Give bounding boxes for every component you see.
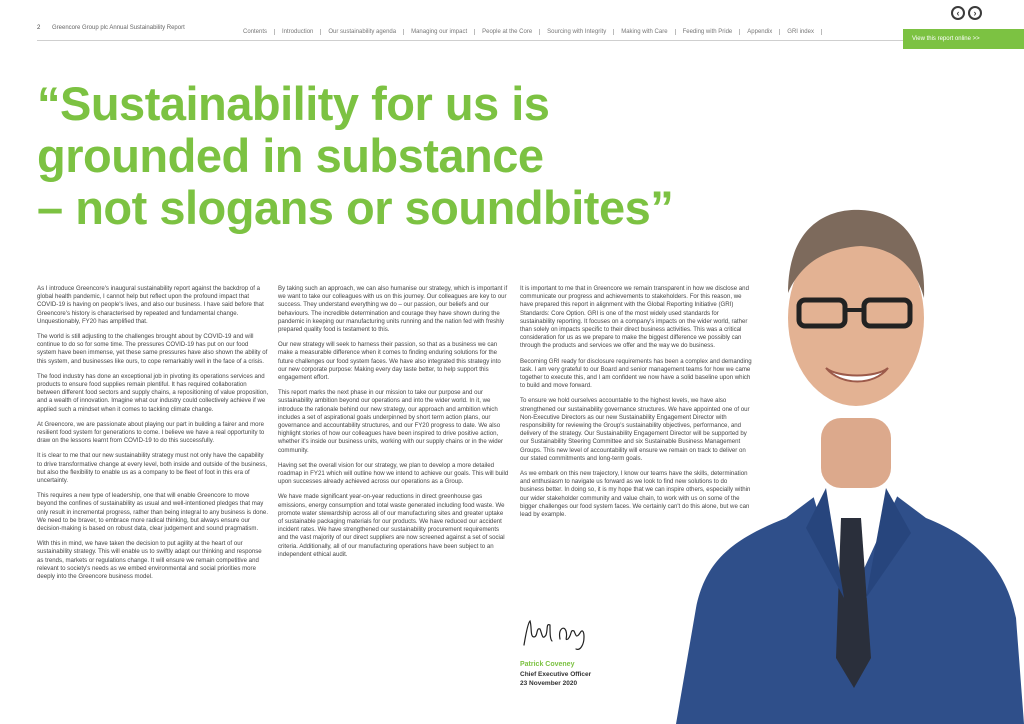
- paragraph: To ensure we hold ourselves accountable to the highest levels, we have also strengthened our sustainability governance structures. We have appointed one of our Non-Executive Directors as our new Sustainability Engagement Director with responsibility for reviewing the Group's sustainability objectives, performance, and delivery of the strategy. Our Sustainability Engagement Director will be supported by our Sustainability Steering Committee and six Sustainable Business Management Groups. This new level of accountability will ensure we remain on track to deliver on our stated commitments and long-term goals.: [520, 397, 750, 462]
- headline-line-3: – not slogans or soundbites”: [37, 181, 674, 234]
- ceo-portrait-photo: [676, 188, 1024, 724]
- paragraph: We have made significant year-on-year reductions in direct greenhouse gas emissions, energy consumption and total waste generated including food waste. We promote water stewardship across all of our manufacturing sites and greater uptake of sustainable packaging materials for our products. We have reduced our accident incident rates. We have strengthened our sustainability procurement requirements and the vast majority of our direct suppliers are now screened against a set of social criteria. Additionally, all of our manufacturing operations have been subject to an independent ethical audit.: [278, 493, 505, 558]
- paragraph: This report marks the next phase in our mission to take our purpose and our sustainability ambition beyond our operations and into the wider world. In it, we introduce the rationale behind our new strategy, our approach and ambition which includes a set of aspirational goals underpinned by short term action plans, our governance and accountability structures, and our FY20 progress to date. We also highlight stories of how our colleagues have been inspired to drive positive action, whether it's inside our business units, working with our supply chains or in the wider community.: [278, 389, 504, 454]
- paragraph: At Greencore, we are passionate about playing our part in building a fairer and more resilient food system for generations to come. I believe we have a real opportunity to draw on the lessons learnt from COVID-19 to do this successfully.: [37, 420, 265, 445]
- header-divider: [37, 40, 903, 41]
- nav-managing-impact[interactable]: Managing our impact: [404, 29, 475, 35]
- nav-introduction[interactable]: Introduction: [275, 29, 321, 35]
- signature-date: 23 November 2020: [520, 680, 578, 687]
- paragraph: As we embark on this new trajectory, I know our teams have the skills, determination and enthusiasm to navigate us forward as we look to find new solutions to do business better. In doing so, it is my hope that we can inspire others, especially within our wider stakeholder community and value chain, to work with us on some of the bigger challenges our food system faces. We certainly can't do this alone, but we can lead by example.: [520, 470, 751, 519]
- view-online-link[interactable]: View this report online >>: [903, 29, 1024, 49]
- report-title: Greencore Group plc Annual Sustainability Report: [52, 25, 185, 31]
- paragraph: This requires a new type of leadership, one that will enable Greencore to move beyond the confines of sustainability as usual and well-intentioned pledges that may only result in incremental progress, rather than being integral to any business is done. We need to be braver, to embrace more radical thinking, but always ensure our decision-making is based on robust data, clear judgement and sound pragmatism.: [37, 492, 269, 533]
- paragraph: It is important to me that in Greencore we remain transparent in how we disclose and communicate our progress and achievements to stakeholders. For this reason, we have prepared this report in alignment with the Global Reporting Initiative (GRI) Standards: Core Option. GRI is one of the most widely used standards for sustainability reporting. It focuses on a company's impacts on the wider world, rather than solely on impacts specific to their direct business activities. This was a critical consideration for us as we prepare to make the biggest difference we possibly can through the products and services we offer and the way we do business.: [520, 285, 749, 350]
- nav-feeding-with-pride[interactable]: Feeding with Pride: [676, 29, 741, 35]
- paragraph: Having set the overall vision for our strategy, we plan to develop a more detailed roadmap in FY21 which will outline how we intend to achieve our goals. This will build upon successes already achieved across our operations as a Group.: [278, 461, 509, 486]
- body-column-1: [37, 285, 269, 588]
- paragraph: Our new strategy will seek to harness their passion, so that as a business we can make a measurable difference when it comes to finding enduring solutions for the future challenges our food system faces. We have also integrated this strategy into our new corporate purpose: Making every day taste better, to help support this engagement effort.: [278, 341, 501, 382]
- nav-sustainability-agenda[interactable]: Our sustainability agenda: [321, 29, 404, 35]
- paragraph: With this in mind, we have taken the decision to put agility at the heart of our sustainability strategy. This will enable us to swiftly adapt our thinking and response as trends, markets or regulations change. It will ensure we remain competitive and relevant to society's needs as we embed environmental and social priorities more deeply into the Greencore business model.: [37, 540, 262, 581]
- arrow-right-icon[interactable]: ›: [968, 6, 982, 20]
- page-navigation: [951, 6, 982, 20]
- nav-appendix[interactable]: Appendix: [740, 29, 780, 35]
- signatory-name: Patrick Coveney: [520, 661, 575, 668]
- paragraph: By taking such an approach, we can also humanise our strategy, which is important if we want to take our colleagues with us on this journey. Our colleagues are key to our success. They understand everything we do – our passion, our beliefs and our behaviours. The incredible determination and courage they have shown during the pandemic in keeping our manufacturing units running and the nation fed with freshly prepared quality food is testament to this.: [278, 285, 508, 334]
- handwritten-signature: [520, 615, 590, 655]
- page-number: 2: [37, 25, 41, 31]
- nav-making-with-care[interactable]: Making with Care: [614, 29, 675, 35]
- signatory-role: Chief Executive Officer: [520, 671, 592, 678]
- nav-sourcing-integrity[interactable]: Sourcing with Integrity: [540, 29, 614, 35]
- paragraph: As I introduce Greencore's inaugural sustainability report against the backdrop of a global health pandemic, I cannot help but reflect upon the profound impact that COVID-19 is having on people's lives, and also our business. I have said before that Greencore's history is characterised by repeated and fundamental change. Unquestionably, FY20 has amplified that.: [37, 285, 264, 325]
- paragraph: The food industry has done an exceptional job in pivoting its operations services and products to ensure food supplies remain plentiful. It has required collaboration between different food sectors and supply chains, a repositioning of value proposition, and a wealth of innovation. Imagine what our industry could collectively achieve if we applied such a mindset when it comes to tackling climate change.: [37, 372, 269, 413]
- paragraph: It is clear to me that our new sustainability strategy must not only have the capability to drive transformative change at every level, both inside and outside of the business, but also the flexibility to enable us as a company to be fleet of foot in this era of uncertainty.: [37, 452, 268, 485]
- nav-contents[interactable]: Contents: [236, 29, 275, 35]
- headline-line-1: “Sustainability for us is: [37, 77, 550, 130]
- body-column-2: [278, 285, 510, 566]
- paragraph: The world is still adjusting to the challenges brought about by COVID-19 and will continue to do so for some time. The pressures COVID-19 has put on our food system have been immense, yet these same pressures have also shown the ability of this system, and businesses like ours, to cope remarkably well in the face of a crisis.: [37, 333, 268, 365]
- nav-people-at-core[interactable]: People at the Core: [475, 29, 540, 35]
- headline-line-2: grounded in substance: [37, 129, 544, 182]
- paragraph: Becoming GRI ready for disclosure requirements has been a complex and demanding task. I am very grateful to our Board and senior management teams for how we came together to execute this, and I am confident we now have a solid baseline upon which to build and move forward.: [520, 357, 752, 390]
- section-nav: [236, 29, 822, 35]
- headline-quote: [37, 78, 673, 234]
- nav-gri-index[interactable]: GRI index: [780, 29, 822, 35]
- arrow-left-icon[interactable]: ‹: [951, 6, 965, 20]
